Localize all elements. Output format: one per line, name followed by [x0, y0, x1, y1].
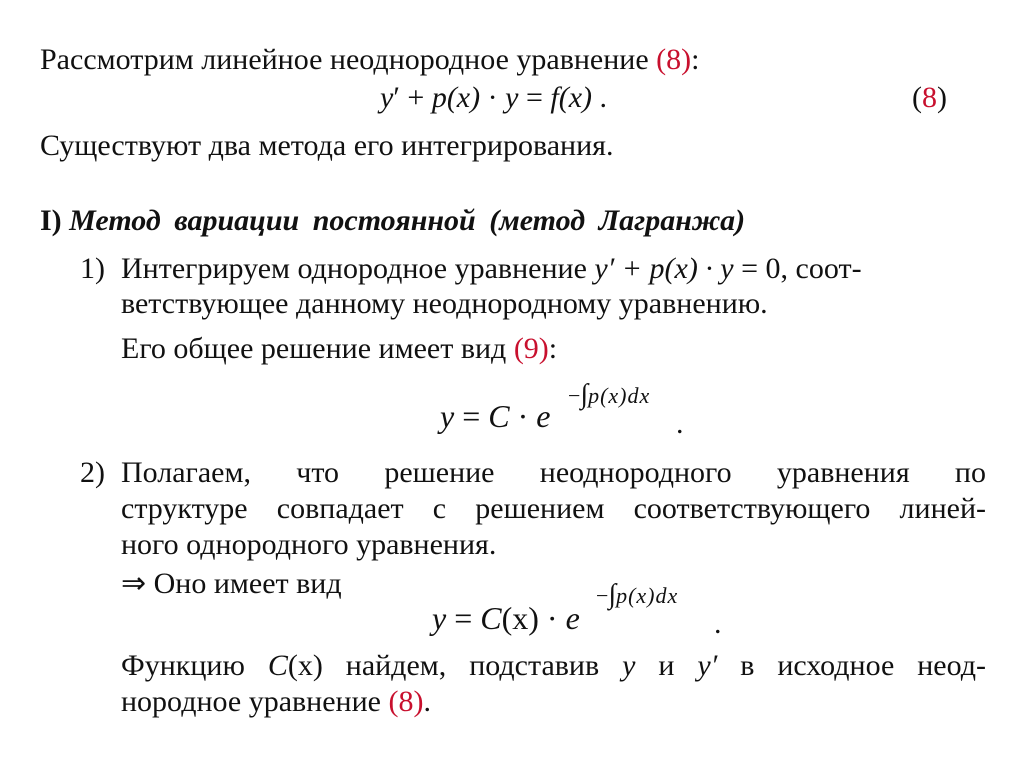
step-2-line-3: ного однородного уравнения. [121, 528, 497, 561]
intro-line [40, 42, 700, 78]
equation-8-label: (8) [912, 81, 947, 114]
step-2-line-1: Полагаем, что решение неоднородного уравнения по [121, 456, 986, 489]
formula-9: y = C · e [440, 398, 551, 434]
implies-line: ⇒ Оно имеет вид [121, 567, 342, 600]
equation-ref-8: (8) [656, 43, 692, 76]
homogeneous-equation: y′ + p(x) · y [594, 252, 734, 285]
formula-9-exponent: −∫p(x)dx [568, 379, 651, 410]
intro-colon: : [691, 43, 700, 76]
methods-line: Существуют два метода его интегрирования. [40, 129, 614, 162]
step-1-line-2: ветствующее данному неоднородному уравнению. [121, 287, 768, 320]
formula-10-exponent: −∫p(x)dx [596, 579, 679, 610]
general-solution-line: Его общее решение имеет вид (9): [121, 332, 558, 365]
formula-10: y = C(x) · e [432, 600, 580, 636]
step-1-line-1: Интегрируем однородное уравнение y′ + p(x) · y = 0, соот- [121, 252, 862, 285]
final-line-2: нородное уравнение (8). [121, 685, 431, 718]
step-2-number: 2) [80, 456, 105, 489]
step-2-line-2: структуре совпадает с решением соответствующего линей- [121, 492, 986, 525]
formula-9-period: . [676, 407, 684, 440]
step-1-number: 1) [80, 252, 105, 285]
final-line-1: Функцию C(x) найдем, подставив y и y′ в исходное неод- [121, 649, 986, 682]
intro-text: Рассмотрим линейное неоднородное уравнение [40, 43, 657, 76]
section-number: I) [40, 204, 62, 237]
section-heading [40, 203, 745, 239]
equation-8: y′ + p(x) · y = f(x) . [380, 81, 607, 114]
implies-arrow-icon: ⇒ [121, 567, 147, 600]
equation-ref-9: (9) [513, 332, 549, 365]
section-title: Метод вариации постоянной (метод Лагранжа) [69, 204, 746, 237]
equation-ref-8-final: (8) [388, 685, 424, 718]
formula-10-period: . [714, 607, 722, 640]
